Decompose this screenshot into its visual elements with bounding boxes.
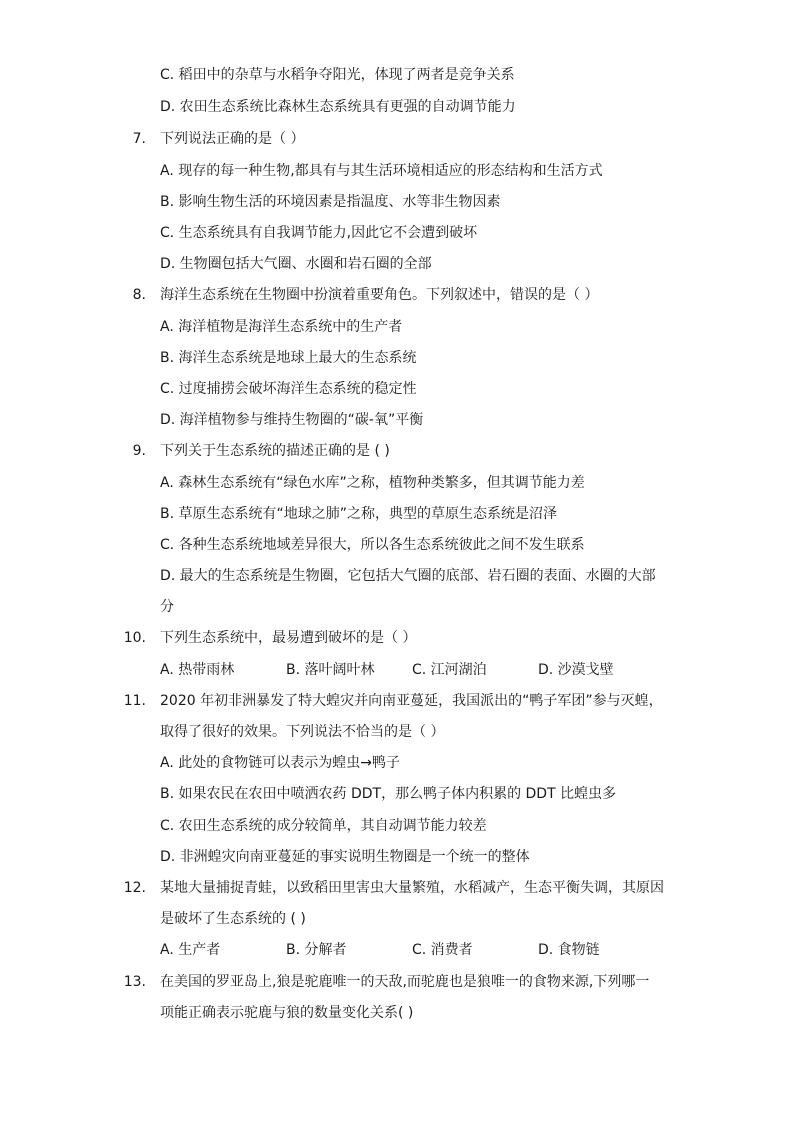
- q9-option-c: C. 各种生态系统地域差异很大，所以各生态系统彼此之间不发生联系: [160, 537, 585, 553]
- q9-option-b: B. 草原生态系统有“地球之肺”之称，典型的草原生态系统是沼泽: [160, 506, 558, 522]
- q7-number: 7.: [132, 131, 146, 147]
- q9-number: 9.: [132, 443, 146, 459]
- q13-number: 13.: [123, 974, 146, 990]
- q10-stem: 下列生态系统中，最易遭到破坏的是（ ）: [160, 630, 417, 646]
- q8-option-a: A. 海洋植物是海洋生态系统中的生产者: [160, 319, 403, 335]
- q8-option-d: D. 海洋植物参与维持生物圈的“碳-氧”平衡: [160, 412, 424, 428]
- q9-option-a: A. 森林生态系统有“绿色水库”之称，植物种类繁多，但其调节能力差: [160, 475, 585, 491]
- q7-option-d: D. 生物圈包括大气圈、水圈和岩石圈的全部: [160, 256, 432, 272]
- q8-option-b: B. 海洋生态系统是地球上最大的生态系统: [160, 350, 417, 366]
- q8-stem: 海洋生态系统在生物圈中扮演着重要角色。下列叙述中，错误的是（ ）: [160, 287, 599, 303]
- q11-option-b: B. 如果农民在农田中喷洒农药 DDT，那么鸭子体内积累的 DDT 比蝗虫多: [160, 786, 617, 802]
- q12-option-c: C. 消费者: [412, 942, 473, 958]
- q13-stem-line1: 在美国的罗亚岛上,狼是驼鹿唯一的天敌,而驼鹿也是狼唯一的食物来源,下列哪一: [160, 974, 650, 990]
- q10-option-b: B. 落叶阔叶林: [286, 662, 375, 678]
- q7-option-a: A. 现存的每一种生物,都具有与其生活环境相适应的形态结构和生活方式: [160, 163, 603, 179]
- q9-option-d-line2: 分: [160, 599, 174, 615]
- q11-stem-line2: 取得了很好的效果。下列说法不恰当的是（ ）: [160, 724, 445, 740]
- q10-option-a: A. 热带雨林: [160, 662, 235, 678]
- q12-number: 12.: [123, 880, 146, 896]
- q11-number: 11.: [123, 693, 146, 709]
- q13-stem-line2: 项能正确表示驼鹿与狼的数量变化关系( ): [160, 1005, 414, 1021]
- q12-option-a: A. 生产者: [160, 942, 221, 958]
- q12-stem-line1: 某地大量捕捉青蛙，以致稻田里害虫大量繁殖，水稻减产，生态平衡失调，其原因: [160, 880, 664, 896]
- q10-option-c: C. 江河湖泊: [412, 662, 487, 678]
- q12-option-b: B. 分解者: [286, 942, 347, 958]
- q6-option-d: D. 农田生态系统比森林生态系统具有更强的自动调节能力: [160, 99, 516, 115]
- q10-number: 10.: [123, 630, 146, 646]
- q11-option-d: D. 非洲蝗灾向南亚蔓延的事实说明生物圈是一个统一的整体: [160, 849, 530, 865]
- q11-stem-line1: 2020 年初非洲暴发了特大蝗灾并向南亚蔓延，我国派出的“鸭子军团”参与灭蝗，: [160, 693, 663, 709]
- q11-option-a: A. 此处的食物链可以表示为蝗虫→鸭子: [160, 755, 400, 771]
- q12-option-d: D. 食物链: [538, 942, 600, 958]
- q9-option-d-line1: D. 最大的生态系统是生物圈，它包括大气圈的底部、岩石圈的表面、水圈的大部: [160, 568, 656, 584]
- q9-stem: 下列关于生态系统的描述正确的是 ( ): [160, 443, 390, 459]
- q12-stem-line2: 是破坏了生态系统的 ( ): [160, 911, 306, 927]
- q11-option-c: C. 农田生态系统的成分较简单，其自动调节能力较差: [160, 818, 487, 834]
- q8-option-c: C. 过度捕捞会破坏海洋生态系统的稳定性: [160, 381, 417, 397]
- q7-option-b: B. 影响生物生活的环境因素是指温度、水等非生物因素: [160, 194, 501, 210]
- q8-number: 8.: [132, 287, 146, 303]
- q10-option-d: D. 沙漠戈壁: [538, 662, 614, 678]
- q7-stem: 下列说法正确的是（ ）: [160, 131, 305, 147]
- q7-option-c: C. 生态系统具有自我调节能力,因此它不会遭到破坏: [160, 225, 478, 241]
- q6-option-c: C. 稻田中的杂草与水稻争夺阳光，体现了两者是竞争关系: [160, 67, 515, 83]
